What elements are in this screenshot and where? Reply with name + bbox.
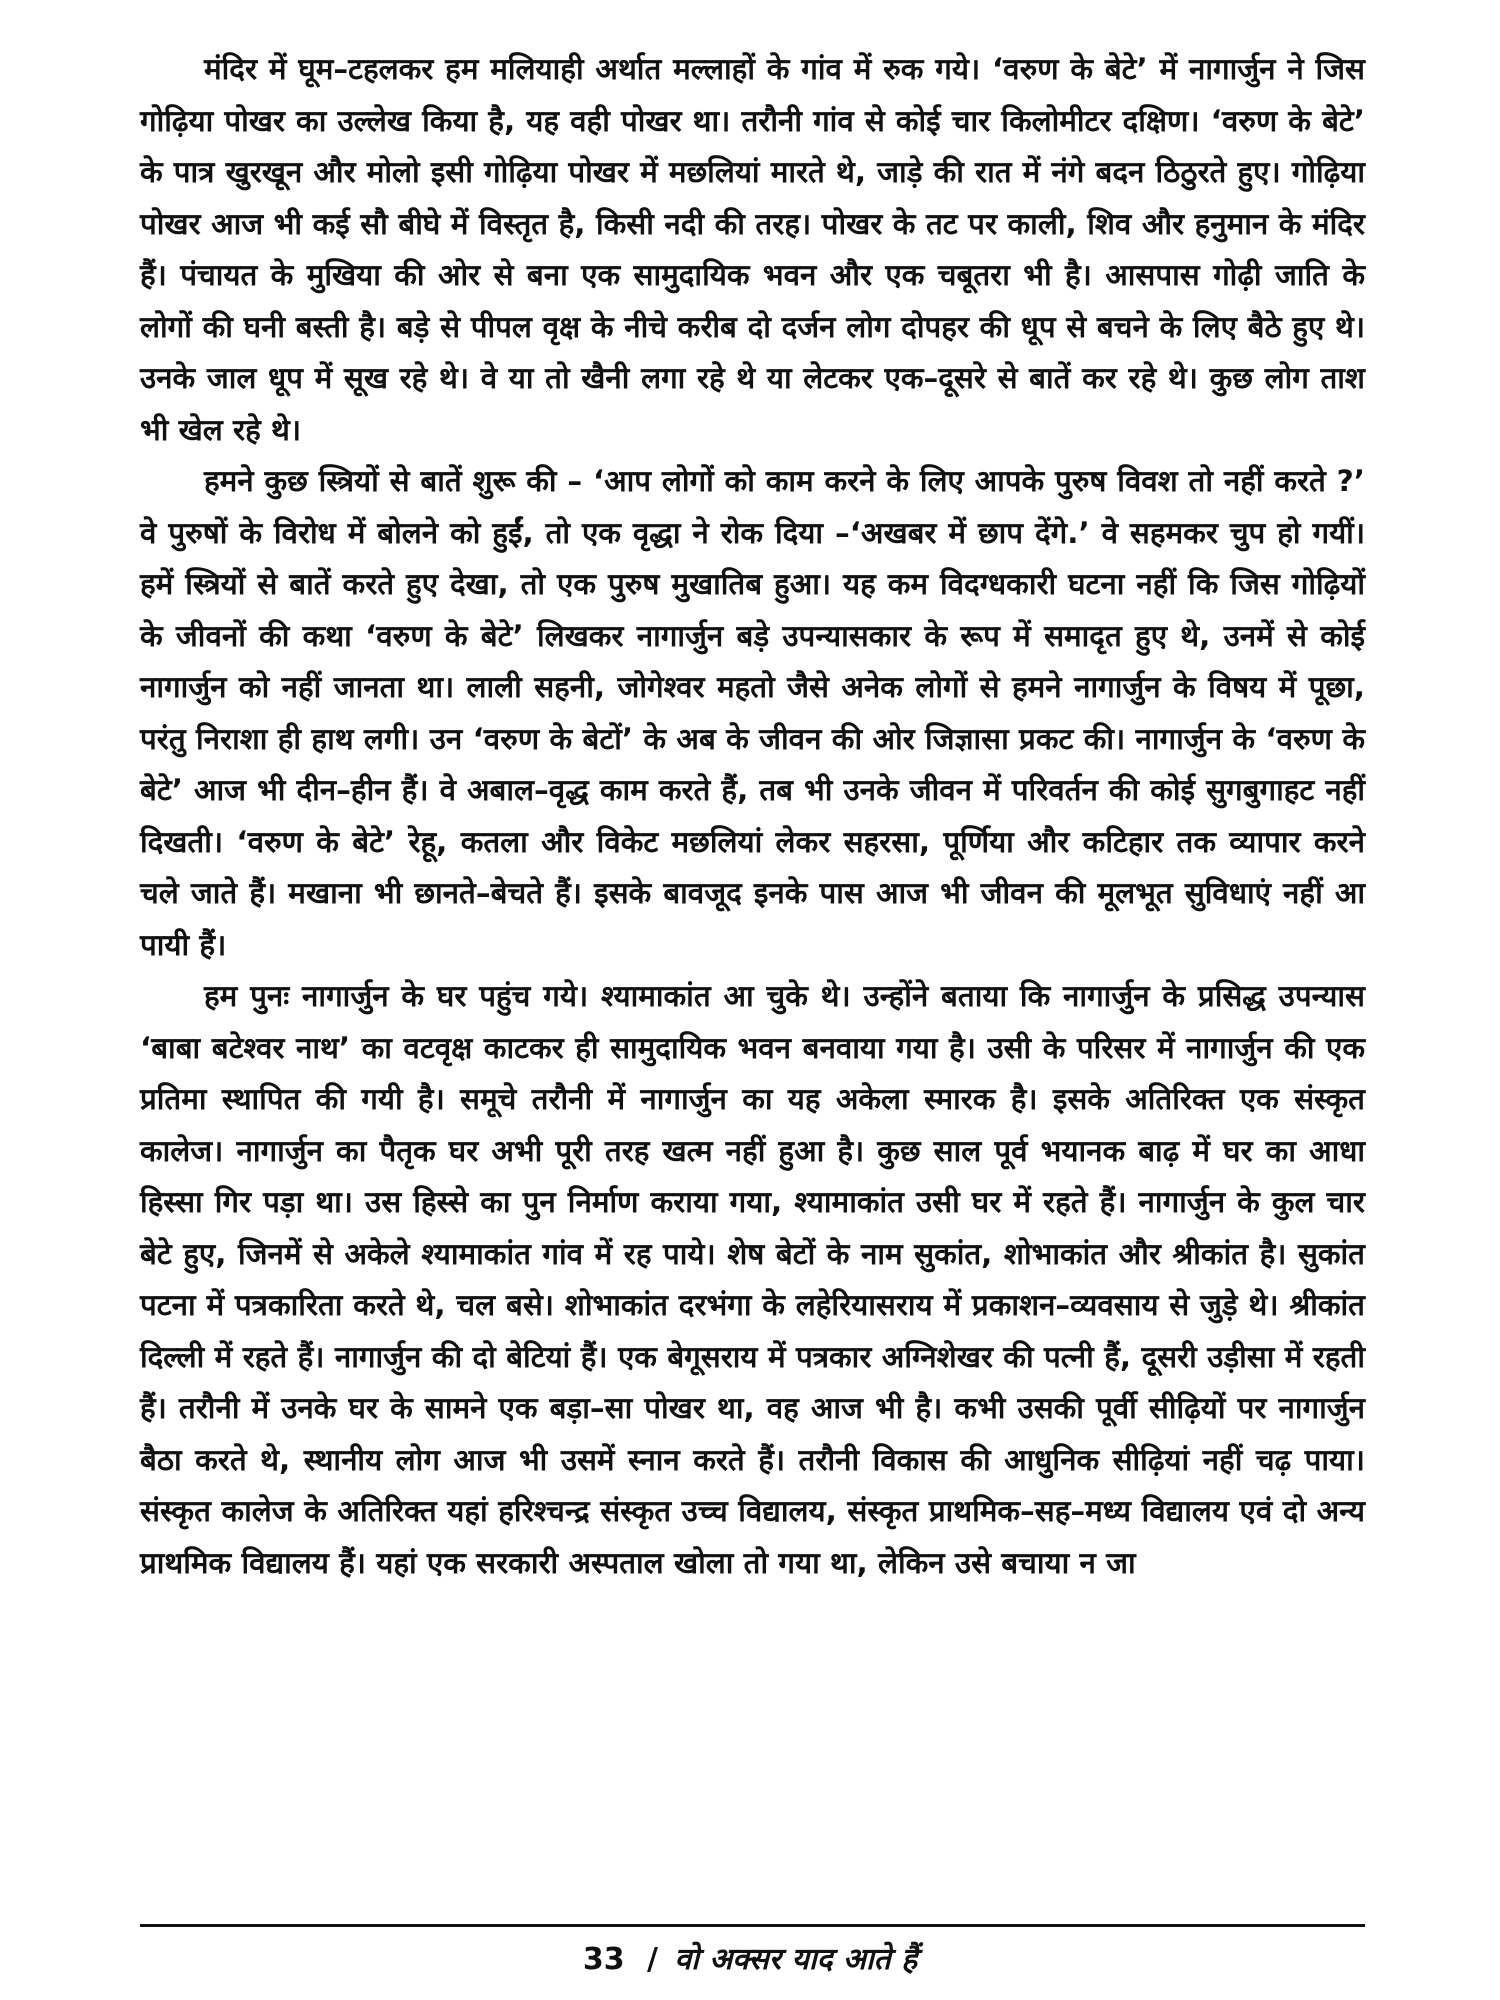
body-text	[140, 44, 1365, 1589]
paragraph-1: मंदिर में घूम–टहलकर हम मलियाही अर्थात मल्लाहों के गांव में रुक गये। ‘वरुण के बेटे’ में नागार्जुन ने जिस गोढ़िया पोखर का उल्लेख किया है, यह वही पोखर था। तरौनी गांव से कोई चार किलोमीटर दक्षिण। ‘वरुण के बेटे’ के पात्र खुरखून और मोलो इसी गोढ़िया पोखर में मछलियां मारते थे, जाड़े की रात में नंगे बदन ठिठुरते हुए। गोढ़िया पोखर आज भी कई सौ बीघे में विस्तृत है, किसी नदी की तरह। पोखर के तट पर काली, शिव और हनुमान के मंदिर हैं। पंचायत के मुखिया की ओर से बना एक सामुदायिक भवन और एक चबूतरा भी है। आसपास गोढ़ी जाति के लोगों की घनी बस्ती है। बड़े से पीपल वृक्ष के नीचे करीब दो दर्जन लोग दोपहर की धूप से बचने के लिए बैठे हुए थे। उनके जाल धूप में सूख रहे थे। वे या तो खैनी लगा रहे थे या लेटकर एक–दूसरे से बातें कर रहे थे। कुछ लोग ताश भी खेल रहे थे।	[140, 52, 1365, 447]
footer-separator: /	[647, 1942, 659, 1977]
paragraph-3: हम पुनः नागार्जुन के घर पहुंच गये। श्यामाकांत आ चुके थे। उन्होंने बताया कि नागार्जुन के प्रसिद्ध उपन्यास ‘बाबा बटेश्वर नाथ’ का वटवृक्ष काटकर ही सामुदायिक भवन बनवाया गया है। उसी के परिसर में नागार्जुन की एक प्रतिमा स्थापित की गयी है। समूचे तरौनी में नागार्जुन का यह अकेला स्मारक है। इसके अतिरिक्त एक संस्कृत कालेज। नागार्जुन का पैतृक घर अभी पूरी तरह खत्म नहीं हुआ है। कुछ साल पूर्व भयानक बाढ़ में घर का आधा हिस्सा गिर पड़ा था। उस हिस्से का पुन निर्माण कराया गया, श्यामाकांत उसी घर में रहते हैं। नागार्जुन के कुल चार बेटे हुए, जिनमें से अकेले श्यामाकांत गांव में रह पाये। शेष बेटों के नाम सुकांत, शोभाकांत और श्रीकांत है। सुकांत पटना में पत्रकारिता करते थे, चल बसे। शोभाकांत दरभंगा के लहेरियासराय में प्रकाशन–व्यवसाय से जुड़े थे। श्रीकांत दिल्ली में रहते हैं। नागार्जुन की दो बेटियां हैं। एक बेगूसराय में पत्रकार अग्निशेखर की पत्नी हैं, दूसरी उड़ीसा में रहती हैं। तरौनी में उनके घर के सामने एक बड़ा–सा पोखर था, वह आज भी है। कभी उसकी पूर्वी सीढ़ियों पर नागार्जुन बैठा करते थे, स्थानीय लोग आज भी उसमें स्नान करते हैं। तरौनी विकास की आधुनिक सीढ़ियां नहीं चढ़ पाया। संस्कृत कालेज के अतिरिक्त यहां हरिश्चन्द्र संस्कृत उच्च विद्यालय, संस्कृत प्राथमिक–सह–मध्य विद्यालय एवं दो अन्य प्राथमिक विद्यालय हैं। यहां एक सरकारी अस्पताल खोला तो गया था, लेकिन उसे बचाया न जा	[140, 979, 1365, 1580]
footer-divider	[140, 1924, 1365, 1927]
book-title: वो अक्सर याद आते हैं	[674, 1942, 918, 1977]
page-footer	[0, 1940, 1500, 1980]
paragraph-2: हमने कुछ स्त्रियों से बातें शुरू की – ‘आप लोगों को काम करने के लिए आपके पुरुष विवश तो नहीं करते ?’ वे पुरुषों के विरोध में बोलने को हुईं, तो एक वृद्धा ने रोक दिया –‘अखबर में छाप देंगे.’ वे सहमकर चुप हो गयीं। हमें स्त्रियों से बातें करते हुए देखा, तो एक पुरुष मुखातिब हुआ। यह कम विदग्धकारी घटना नहीं कि जिस गोढ़ियों के जीवनों की कथा ‘वरुण के बेटे’ लिखकर नागार्जुन बड़े उपन्यासकार के रूप में समादृत हुए थे, उनमें से कोई नागार्जुन को नहीं जानता था। लाली सहनी, जोगेश्वर महतो जैसे अनेक लोगों से हमने नागार्जुन के विषय में पूछा, परंतु निराशा ही हाथ लगी। उन ‘वरुण के बेटों’ के अब के जीवन की ओर जिज्ञासा प्रकट की। नागार्जुन के ‘वरुण के बेटे’ आज भी दीन–हीन हैं। वे अबाल–वृद्ध काम करते हैं, तब भी उनके जीवन में परिवर्तन की कोई सुगबुगाहट नहीं दिखती। ‘वरुण के बेटे’ रेहू, कतला और विकेट मछलियां लेकर सहरसा, पूर्णिया और कटिहार तक व्यापार करने चले जाते हैं। मखाना भी छानते–बेचते हैं। इसके बावजूद इनके पास आज भी जीवन की मूलभूत सुविधाएं नहीं आ पायी हैं।	[140, 464, 1365, 962]
page-number: 33	[582, 1942, 625, 1977]
